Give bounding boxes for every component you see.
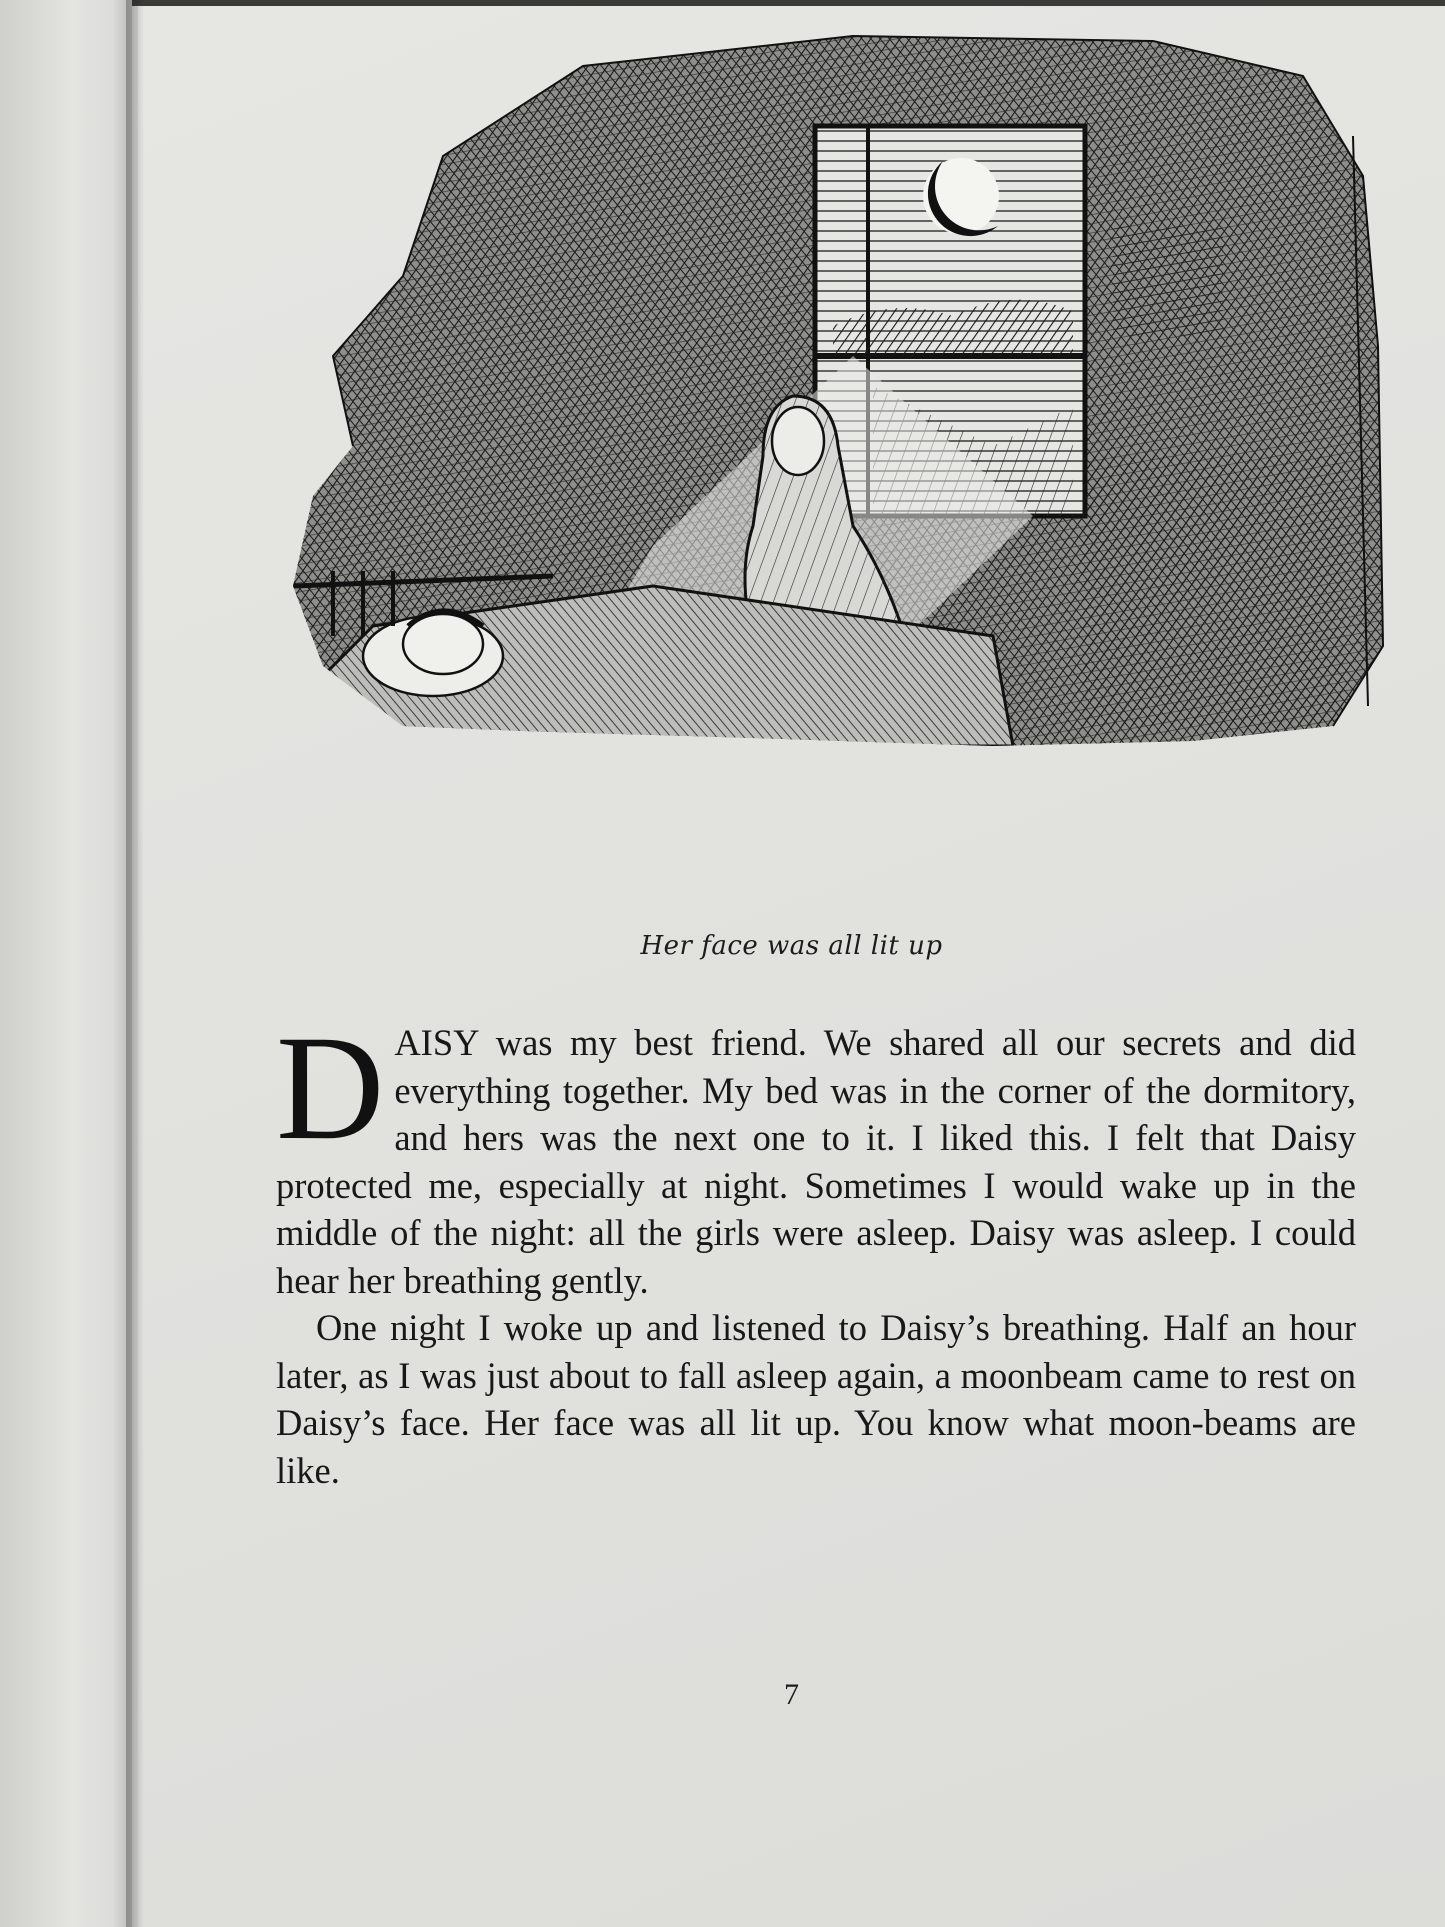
- illustration-caption: Her face was all lit up: [640, 931, 943, 961]
- drop-cap: D: [276, 1005, 385, 1171]
- moonlit-dormitory-illustration-icon: [293, 26, 1445, 906]
- paragraph-1-text: AISY was my best friend. We shared all our secrets and did everything together. My bed was in the corner of the dormitory, and hers was the next one to it. I liked this. I felt that Daisy protected me, especially at night. Sometimes I would wake up in the middle of the night: all the girls were asleep. Daisy was asleep. I could hear her breathing gently.: [276, 1022, 1356, 1301]
- facing-page-edge: [0, 0, 132, 1927]
- illustration-scene: [293, 26, 1445, 906]
- paragraph-2: One night I woke up and listened to Daisy’s breathing. Half an hour later, as I was just about to fall asleep again, a moonbeam came to rest on Daisy’s face. Her face was all lit up. You know what moon-beams are like.: [276, 1307, 1356, 1491]
- gutter-shadow: [126, 0, 144, 1927]
- paragraph-1: [276, 1005, 1356, 1304]
- page-number: 7: [784, 1678, 799, 1711]
- body-text: [276, 1005, 1356, 1494]
- book-page: [138, 6, 1445, 1927]
